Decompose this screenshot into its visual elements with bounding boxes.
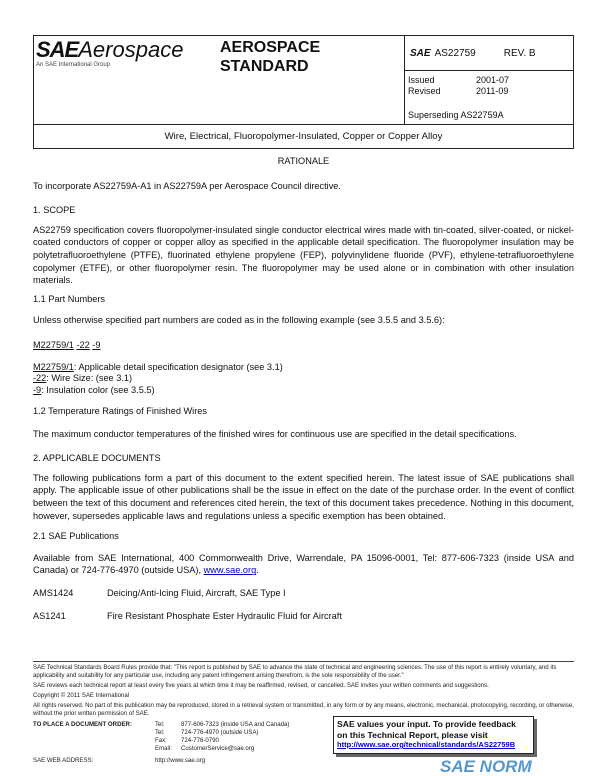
web-address[interactable]: http://www.sae.org xyxy=(155,757,206,764)
section-heading: 1.1 Part Numbers xyxy=(33,293,105,304)
feedback-link[interactable]: http://www.sae.org/technical/standards/AS22759B xyxy=(337,740,516,749)
footer-rules: SAE Technical Standards Board Rules provide that: "This report is published by SAE to advance the state of technical and engineering sciences. The use of this report is entirely voluntary, and its applicability and suitability for any particular use, including any patent infringement arising therefrom, is the sole responsibility of the user." xyxy=(33,664,557,679)
rationale-text: To incorporate AS22759A-A1 in AS22759A per Aerospace Council directive. xyxy=(33,180,341,191)
applicable-documents-paragraph: The following publications form a part of this document to the extent specified herein. The latest issue of SAE publications shall apply. The applicable issue of other publications shall be the issue in effect on the date of the purchase order. In the event of conflict between the text of this document and references cited herein, the text of this document takes precedence. Nothing in this document, however, supersedes applicable laws and regulations unless a specific exemption has been obtained. xyxy=(33,472,574,521)
section-heading: 2.1 SAE Publications xyxy=(33,531,119,542)
section-heading: 2. APPLICABLE DOCUMENTS xyxy=(33,453,161,464)
document-number: SAE AS22759 REV. B xyxy=(410,48,536,59)
divider xyxy=(404,35,405,125)
scope-paragraph: AS22759 specification covers fluoropolymer-insulated single conductor electrical wires made with tin-coated, silver-coated, or nickel-coated conductors of copper or copper alloy as specified in the applicable detail specification. The fluoropolymer insulation may be polytetrafluoroethylene (PTFE), fluorinated ethylene propylene (FEP), polyvinylidene fluoride (PVF), ethylene-tetrafluoroethylene copolymer (ETFE), or other fluoropolymer resin. The fluoropolymer may be used alone or in combination with other insulation materials. xyxy=(33,224,574,286)
standard-type: AEROSPACE STANDARD xyxy=(220,39,321,75)
web-label: SAE WEB ADDRESS: xyxy=(33,757,94,764)
section-heading: 1.2 Temperature Ratings of Finished Wires xyxy=(33,406,207,417)
part-number-example: M22759/1 -22 -9 xyxy=(33,339,101,350)
footer-divider xyxy=(33,661,574,662)
footer-review: SAE reviews each technical report at least every five years at which time it may be reaffirmed, revised, or cancelled. SAE invites your written comments and suggestions. xyxy=(33,682,489,689)
document-title: Wire, Electrical, Fluoropolymer-Insulated, Copper or Copper Alloy xyxy=(33,124,574,149)
logo-subtitle: An SAE International Group xyxy=(36,62,111,68)
order-label: TO PLACE A DOCUMENT ORDER: xyxy=(33,721,132,728)
sae-website-link[interactable]: www.sae.org xyxy=(203,565,257,576)
feedback-box: SAE values your input. To provide feedback on this Technical Report, please visit http://www.sae.org/technical/standards/AS22759B xyxy=(333,716,534,754)
footer-rights: All rights reserved. No part of this publication may be reproduced, stored in a retrieval system or transmitted, in any form or by any means, electronic, mechanical, photocopying, recording, or otherwise, without the prior written permission of SAE. xyxy=(33,702,574,717)
copyright: Copyright © 2011 SAE International xyxy=(33,692,130,699)
revision: REV. B xyxy=(503,48,536,59)
rationale-heading: RATIONALE xyxy=(277,156,330,166)
order-contacts: Tel: 877-606-7323 (inside USA and Canada) Tel: 724-776-4970 (outside USA) Fax: 724-776-0790 Email: CustomerService@sae.org xyxy=(155,721,290,752)
part-number-definitions: M22759/1: Applicable detail specification designator (see 3.1) -22: Wire Size: (see 3.1) -9: Insulation color (see 3.5.5) xyxy=(33,361,283,395)
divider xyxy=(404,70,574,71)
reference-item: AS1241 Fire Resistant Phosphate Ester Hydraulic Fluid for Aircraft xyxy=(33,610,342,621)
sae-norm-watermark: SAE NORM xyxy=(440,757,532,776)
superseding: Superseding AS22759A xyxy=(408,110,504,120)
paragraph: Unless otherwise specified part numbers are coded as in the following example (see 3.5.5 and 3.5.6): xyxy=(33,315,445,326)
reference-item: AMS1424 Deicing/Anti-Icing Fluid, Aircraft, SAE Type I xyxy=(33,587,286,598)
issue-dates: Issued 2001-07 Revised 2011-09 xyxy=(408,75,510,96)
paragraph: Available from SAE International, 400 Commonwealth Drive, Warrendale, PA 15096-0001, Tel: 877-606-7323 (inside USA and Canada) or 724-776-4970 (outside USA), www.sae.org. xyxy=(33,552,574,576)
section-heading: 1. SCOPE xyxy=(33,205,76,216)
paragraph: The maximum conductor temperatures of the finished wires for continuous use are specified in the detail specifications. xyxy=(33,428,517,439)
sae-aerospace-logo: SAEAerospace xyxy=(36,37,184,62)
document-body xyxy=(33,155,574,622)
